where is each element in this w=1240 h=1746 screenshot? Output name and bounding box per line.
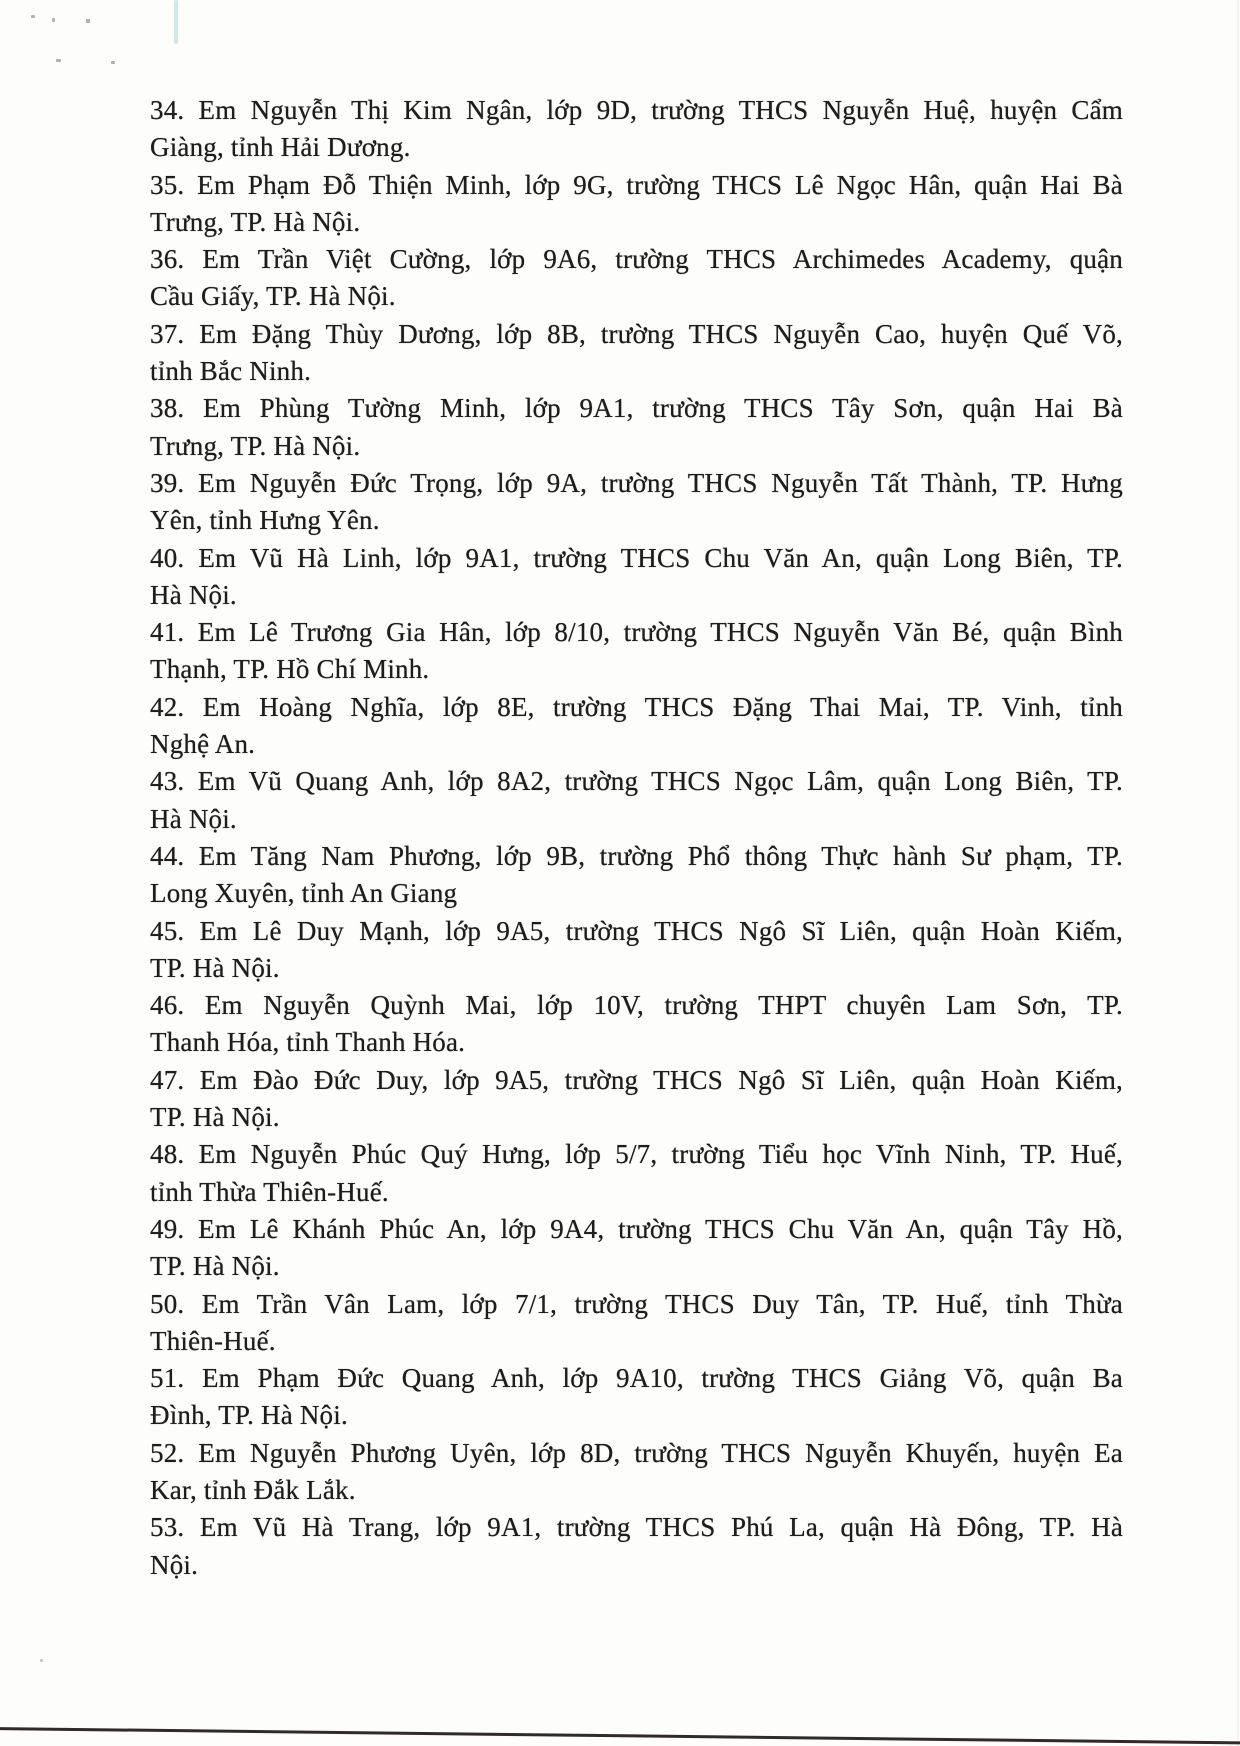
list-item-37: [150, 316, 1123, 391]
text-line: TP. Hà Nội.: [150, 1102, 280, 1133]
student-list: [150, 92, 1123, 1584]
list-item-51: [150, 1360, 1123, 1435]
text-line: 34. Em Nguyễn Thị Kim Ngân, lớp 9D, trường THCS Nguyễn Huệ, huyện Cẩm: [150, 95, 1123, 125]
list-item-38: [150, 390, 1123, 465]
text-line: 48. Em Nguyễn Phúc Quý Hưng, lớp 5/7, trường Tiểu học Vĩnh Ninh, TP. Huế,: [150, 1139, 1123, 1170]
scan-edge-line-bottom: [0, 1727, 1240, 1744]
list-item-43: [150, 763, 1123, 838]
list-item-35: [150, 167, 1123, 242]
text-line: 38. Em Phùng Tường Minh, lớp 9A1, trường THCS Tây Sơn, quận Hai Bà: [150, 393, 1123, 424]
text-line: 41. Em Lê Trương Gia Hân, lớp 8/10, trường THCS Nguyễn Văn Bé, quận Bình: [150, 617, 1123, 648]
text-line: TP. Hà Nội.: [150, 1251, 280, 1282]
scan-speck: [31, 15, 35, 18]
text-line: 44. Em Tăng Nam Phương, lớp 9B, trường Phổ thông Thực hành Sư phạm, TP.: [150, 840, 1123, 871]
text-line: Giàng, tỉnh Hải Dương.: [150, 132, 411, 163]
list-item-36: [150, 241, 1123, 316]
text-line: tỉnh Thừa Thiên-Huế.: [150, 1176, 389, 1207]
text-line: 52. Em Nguyễn Phương Uyên, lớp 8D, trường THCS Nguyễn Khuyến, huyện Ea: [150, 1437, 1123, 1468]
scan-speck: [86, 19, 90, 23]
text-line: 50. Em Trần Vân Lam, lớp 7/1, trường THCS Duy Tân, TP. Huế, tỉnh Thừa: [150, 1288, 1123, 1319]
list-item-50: [150, 1286, 1123, 1361]
text-line: Đình, TP. Hà Nội.: [150, 1400, 348, 1431]
text-line: Thiên-Huế.: [150, 1325, 276, 1356]
text-line: tỉnh Bắc Ninh.: [150, 356, 312, 387]
list-item-52: [150, 1435, 1123, 1510]
text-line: 39. Em Nguyễn Đức Trọng, lớp 9A, trường THCS Nguyễn Tất Thành, TP. Hưng: [150, 467, 1123, 498]
list-item-49: [150, 1211, 1123, 1286]
scan-speck: [52, 18, 55, 22]
text-line: 40. Em Vũ Hà Linh, lớp 9A1, trường THCS Chu Văn An, quận Long Biên, TP.: [150, 542, 1123, 573]
text-line: 37. Em Đặng Thùy Dương, lớp 8B, trường THCS Nguyễn Cao, huyện Quế Võ,: [150, 318, 1123, 349]
text-line: 53. Em Vũ Hà Trang, lớp 9A1, trường THCS Phú La, quận Hà Đông, TP. Hà: [150, 1512, 1123, 1543]
text-line: 35. Em Phạm Đỗ Thiện Minh, lớp 9G, trường THCS Lê Ngọc Hân, quận Hai Bà: [150, 169, 1123, 200]
list-item-34: [150, 92, 1123, 167]
scan-speck: [40, 1659, 43, 1662]
text-line: 49. Em Lê Khánh Phúc An, lớp 9A4, trường THCS Chu Văn An, quận Tây Hồ,: [150, 1213, 1123, 1244]
text-line: Nghệ An.: [150, 729, 256, 760]
text-line: Long Xuyên, tỉnh An Giang: [150, 878, 458, 909]
list-item-42: [150, 689, 1123, 764]
list-item-48: [150, 1136, 1123, 1211]
list-item-39: [150, 465, 1123, 540]
text-line: Kar, tỉnh Đắk Lắk.: [150, 1474, 356, 1505]
text-line: Hà Nội.: [150, 803, 237, 834]
text-line: TP. Hà Nội.: [150, 952, 280, 983]
text-line: Thạnh, TP. Hồ Chí Minh.: [150, 654, 430, 685]
list-item-41: [150, 614, 1123, 689]
text-line: 36. Em Trần Việt Cường, lớp 9A6, trường THCS Archimedes Academy, quận: [150, 244, 1123, 275]
text-line: Hà Nội.: [150, 579, 237, 610]
scan-artifact-teal-line: [174, 0, 178, 44]
text-line: 47. Em Đào Đức Duy, lớp 9A5, trường THCS Ngô Sĩ Liên, quận Hoàn Kiếm,: [150, 1064, 1123, 1095]
list-item-45: [150, 913, 1123, 988]
text-line: 46. Em Nguyễn Quỳnh Mai, lớp 10V, trường THPT chuyên Lam Sơn, TP.: [150, 990, 1123, 1021]
text-line: Trưng, TP. Hà Nội.: [150, 430, 361, 461]
list-item-40: [150, 540, 1123, 615]
scan-speck: [56, 59, 61, 62]
scan-speck: [111, 61, 115, 64]
scan-edge-line-right: [1237, 0, 1239, 1746]
text-line: Nội.: [150, 1549, 199, 1580]
text-line: 45. Em Lê Duy Mạnh, lớp 9A5, trường THCS Ngô Sĩ Liên, quận Hoàn Kiếm,: [150, 915, 1123, 946]
text-line: 43. Em Vũ Quang Anh, lớp 8A2, trường THCS Ngọc Lâm, quận Long Biên, TP.: [150, 766, 1123, 797]
text-line: Thanh Hóa, tỉnh Thanh Hóa.: [150, 1027, 466, 1058]
text-line: Trưng, TP. Hà Nội.: [150, 206, 361, 237]
text-line: 42. Em Hoàng Nghĩa, lớp 8E, trường THCS Đặng Thai Mai, TP. Vinh, tỉnh: [150, 691, 1123, 722]
list-item-46: [150, 987, 1123, 1062]
list-item-53: [150, 1509, 1123, 1584]
text-line: Yên, tỉnh Hưng Yên.: [150, 505, 380, 536]
list-item-47: [150, 1062, 1123, 1137]
text-line: 51. Em Phạm Đức Quang Anh, lớp 9A10, trường THCS Giảng Võ, quận Ba: [150, 1363, 1123, 1394]
text-line: Cầu Giấy, TP. Hà Nội.: [150, 281, 396, 312]
list-item-44: [150, 838, 1123, 913]
